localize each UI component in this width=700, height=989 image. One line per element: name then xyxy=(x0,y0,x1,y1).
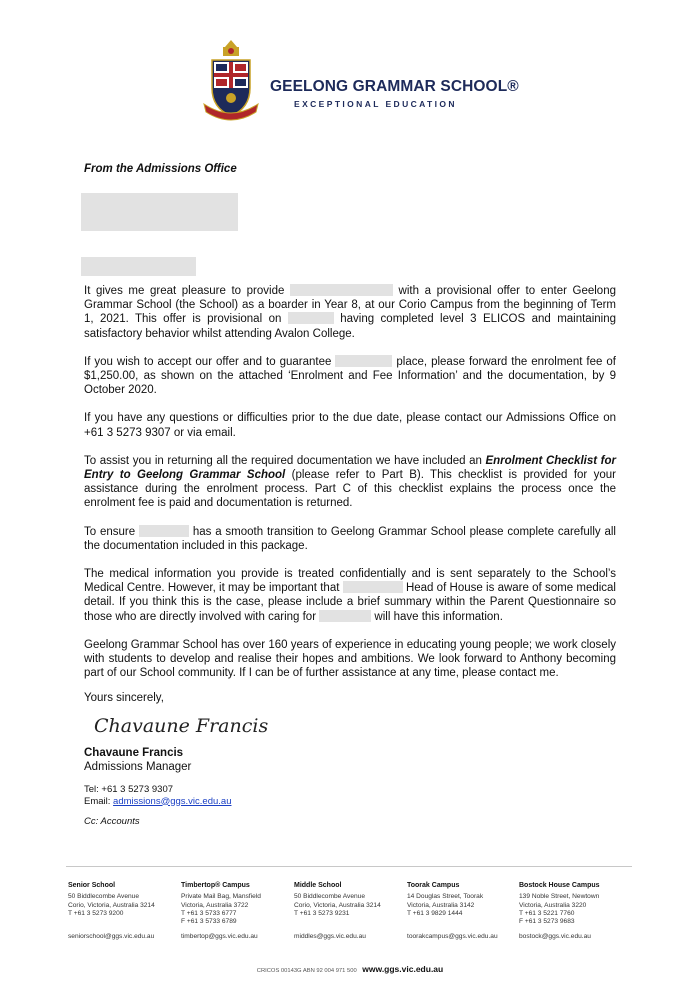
redacted-name xyxy=(288,312,334,324)
campus-phone: T +61 3 5733 6777 xyxy=(181,909,237,917)
redacted-name xyxy=(290,284,393,296)
paragraph-text: with a provisional offer to enter Geelong Grammar School (the School) as a boarder in Year 8, at our Corio Campus from the beginning of Term 1, 2021. This offer is provisional on xyxy=(84,285,616,326)
campus-name: Senior School xyxy=(68,882,116,889)
contact-details xyxy=(84,784,231,807)
paragraph-offer xyxy=(84,284,616,341)
campus-address: Victoria, Australia 3142 xyxy=(407,901,475,909)
redacted-name xyxy=(343,581,403,593)
campus-fax: F +61 3 5733 6789 xyxy=(181,918,237,926)
campus-email[interactable]: bostock@ggs.vic.edu.au xyxy=(519,933,591,940)
campus-address: Corio, Victoria, Australia 3214 xyxy=(294,901,381,909)
campus-phone: T +61 3 9829 1444 xyxy=(407,909,463,917)
footer-registration xyxy=(0,964,700,974)
campus-middle-school xyxy=(294,882,404,940)
school-crest-icon xyxy=(198,38,264,124)
school-brand xyxy=(270,78,519,109)
campus-phone: T +61 3 5221 7760 xyxy=(519,909,575,917)
redacted-name xyxy=(335,355,392,367)
email-link[interactable]: admissions@ggs.vic.edu.au xyxy=(113,795,232,807)
contact-tel: Tel: +61 3 5273 9307 xyxy=(84,784,174,795)
campus-address: 139 Noble Street, Newtown xyxy=(519,893,600,901)
paragraph-closing: Geelong Grammar School has over 160 years of experience in educating young people; we work closely with students to develop and realise their hopes and ambitions. We look forward to Anthony becoming part of our School community. If I can be of further assistance at any time, please contact me. xyxy=(84,638,616,680)
campus-senior-school xyxy=(68,882,178,940)
school-name: GEELONG GRAMMAR SCHOOL® xyxy=(270,78,519,95)
paragraph-acceptance xyxy=(84,355,616,398)
letter-body xyxy=(84,284,616,694)
svg-text:Chavaune Francis: Chavaune Francis xyxy=(94,715,269,737)
campus-address: 14 Douglas Street, Toorak xyxy=(407,893,484,901)
signer-title: Admissions Manager xyxy=(84,761,192,773)
redacted-salutation xyxy=(81,257,196,276)
school-tagline: EXCEPTIONAL EDUCATION xyxy=(294,99,457,109)
signoff: Yours sincerely, xyxy=(84,692,164,704)
campus-phone: T +61 3 5273 9200 xyxy=(68,909,124,917)
paragraph-text: To assist you in returning all the required documentation we have included an xyxy=(84,454,486,467)
paragraph-text: has a smooth transition to Geelong Grammar School please complete carefully all the documentation included in this package. xyxy=(84,525,616,552)
redacted-name xyxy=(139,525,189,537)
paragraph-text: Head of House is aware of some medical detail. If you think this is the case, please include a brief summary within the Parent Questionnaire so those who are directly involved with caring for xyxy=(84,582,616,623)
campus-bostock-house xyxy=(519,882,629,940)
campus-name: Toorak Campus xyxy=(407,882,460,889)
campus-email[interactable]: middles@ggs.vic.edu.au xyxy=(294,933,366,940)
redacted-name xyxy=(319,610,371,622)
campus-timbertop xyxy=(181,882,291,940)
campus-email[interactable]: seniorschool@ggs.vic.edu.au xyxy=(68,933,155,940)
website-link[interactable]: www.ggs.vic.edu.au xyxy=(362,964,444,974)
checklist-title: Enrolment Checklist for Entry to Geelong Grammar School xyxy=(84,454,616,482)
paragraph-contact: If you have any questions or difficulties prior to the due date, please contact our Admissions Office on +61 3 5273 9307 or via email. xyxy=(84,412,616,439)
campus-name: Middle School xyxy=(294,882,342,889)
campus-fax: F +61 3 5273 9683 xyxy=(519,918,575,926)
signer-block xyxy=(84,746,191,774)
campus-address: 50 Biddlecombe Avenue xyxy=(294,893,365,901)
handwritten-signature xyxy=(90,708,280,744)
campus-address: Private Mail Bag, Mansfield xyxy=(181,893,261,901)
email-label: Email: xyxy=(84,795,114,807)
paragraph-text: If you wish to accept our offer and to guarantee xyxy=(84,355,336,368)
signer-name: Chavaune Francis xyxy=(84,747,184,759)
campus-toorak xyxy=(407,882,517,940)
campus-email[interactable]: toorakcampus@ggs.vic.edu.au xyxy=(407,933,498,940)
paragraph-text: To ensure xyxy=(84,525,139,538)
campus-name: Bostock House Campus xyxy=(519,882,600,889)
campus-address: Victoria, Australia 3220 xyxy=(519,901,587,909)
campus-address: Victoria, Australia 3722 xyxy=(181,901,249,909)
footer-divider xyxy=(66,866,632,867)
contact-email-line xyxy=(84,796,231,808)
campus-address: 50 Biddlecombe Avenue xyxy=(68,893,139,901)
paragraph-text: It gives me great pleasure to provide xyxy=(84,285,290,297)
redacted-recipient-address xyxy=(81,193,238,231)
paragraph-transition xyxy=(84,525,616,553)
paragraph-text: The medical information you provide is treated confidentially and is sent separately to the School’s Medical Centre. However, it may be important that xyxy=(84,568,616,595)
from-line: From the Admissions Office xyxy=(84,163,237,175)
campus-email[interactable]: timbertop@ggs.vic.edu.au xyxy=(181,933,258,940)
paragraph-text: having completed level 3 ELICOS and maintaining satisfactory behavior whilst attending Avalon College. xyxy=(84,313,617,340)
paragraph-medical xyxy=(84,567,616,624)
paragraph-checklist xyxy=(84,454,616,511)
campus-phone: T +61 3 5273 9231 xyxy=(294,909,350,917)
campus-name: Timbertop® Campus xyxy=(181,882,250,889)
cc-line: Cc: Accounts xyxy=(84,816,140,827)
paragraph-text: place, please forward the enrolment fee of $1,250.00, as shown on the attached ‘Enrolment and Fee Information’ and the documentation, by 9 October 2020. xyxy=(84,355,616,397)
campus-address: Corio, Victoria, Australia 3214 xyxy=(68,901,155,909)
paragraph-text: will have this information. xyxy=(371,610,503,623)
registration-numbers: CRICOS 00143G ABN 92 004 971 500 xyxy=(256,968,357,974)
paragraph-text: (please refer to Part B). This checklist is provided for your assistance during the enrolment process. Part C of this checklist explains the process once the enrolment fee is paid and documentation is returned. xyxy=(84,469,616,510)
